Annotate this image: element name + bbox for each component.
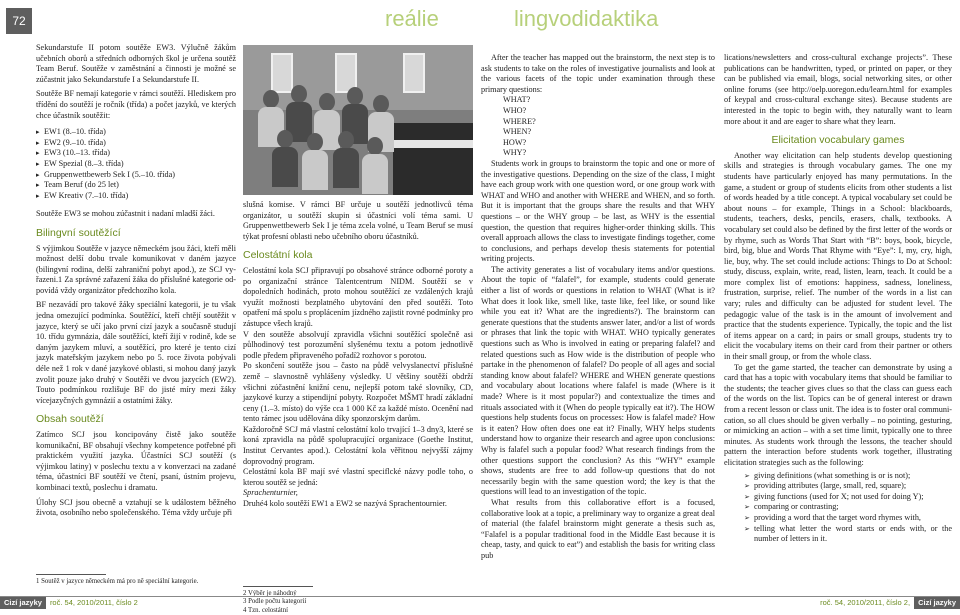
heading-content: Obsah soutěží	[36, 413, 104, 426]
paragraph: Zatímco SCJ jsou koncipovány čistě jako soutěže komunikační, BF obsahují všechny kompetence potřebné při praktickém využití jazyka. Účastníci SCJ soutěží (s výjimkou latiny) v poslechu textu a v konverzaci na zadané téma, účastníci BF soutěží ve čtení, psaní, ústním projevu, kombinaci textů, poslechu i dramatu.	[36, 430, 236, 492]
paragraph: V den soutěže absolvují zpravidla všichni soutěžící společně asi půlhodinový test porozumění slyšenému textu a potom jednotlivě podle předem připraveného pořadí2 rozhovor s porotou.	[243, 329, 473, 360]
list-item: ▸ EW Spezial (8.–3. třída)	[36, 159, 236, 170]
list-item: ▸ Gruppenwettbewerb Sek I (5.–10. třída)	[36, 170, 236, 181]
list-item: WHEN?	[503, 127, 532, 137]
photo-piano-keys	[393, 140, 473, 148]
list-item: ▸ EW2 (9.–10. třída)	[36, 138, 236, 149]
paragraph: Po skončení soutěže jsou – často na půdě velvyslanectví příslušné země – slavnostně vyhlášeny výsledky. U většiny soutěží obdrží všichni zúčastnění knižní cenu, nejlepší potom také slovníky, CD, jazykové kurzy a stipendijní pobyty. Rozpočet MŠMT hradí základní ceny (1.–3. místo) do výše cca 1 000 Kč za každé místo. Ocenění nad tento rámec jsou udělována díky sponzorským darům.	[243, 361, 473, 424]
heading-national: Celostátní kola	[243, 249, 313, 262]
group-photo	[243, 45, 473, 195]
footer-right	[480, 596, 960, 610]
footer-left	[0, 596, 480, 610]
list-item: ➢ telling what letter the word starts or ends with, or the number of letters in it.	[744, 524, 952, 545]
list-item: ➢ giving definitions (what something is or is not);	[744, 471, 952, 482]
section-title-lingvodidaktika: lingvodidaktika	[514, 6, 659, 31]
list-item: HOW?	[503, 137, 527, 147]
paragraph: Soutěže BF nemají kategorie v rámci soutěží. Hlediskem pro třídění do soutěží je ročník (třída) a počet jazyků, ve kterých chce účastník soutěžit:	[36, 89, 236, 120]
list-item: WHAT?	[503, 95, 531, 105]
footnote-text: 3 Podle počtu kategorií	[243, 598, 307, 606]
photo-person	[362, 154, 388, 194]
list-item: ➢ comparing or contrasting;	[744, 502, 952, 513]
paragraph: After the teacher has mapped out the brainstorm, the next step is to ask students to take on the roles of investigative journalists and look at the various facets of the topic under examination through these primary questions:	[481, 53, 715, 94]
paragraph: The activity generates a list of vocabulary items and/or questions. About the topic of “falafel”, for example, students could generate either a list of words or questions in relation to WHAT (What is it? What does it look like, smell like, taste like, feel like, or sound like while you eat it? What are the ingredients?). The brainstorm can generate questions that the students answer later, and/or a list of words or phrases that link the topic with WHAT. WHO typically generates questions such as Who is involved in eating or preparing falafel? and related questions such as How wide is the distribution of people who partake in the phenomenon of falafel? Do people of all ages and social standing know about falafel? WHERE and WHEN generate questions and vocabulary about locations where falafel is made (Where is it made? Where is it most popular?) and contextualize the times and rituals associated with it (When do people typically eat it?). The HOW questions help students focus on processes: How is falafel made? How is it eaten? How often does one eat it? Finally, WHY helps students understand how to organize their research and agree upon conclusions: Why is falafel such a popular food? What research findings from the other questions support the conclusion? As this “WHY” example shows, students are free to add follow-up questions that do not necessarily begin with the same question word; the key is that the questions will lead to an investigation of the topic.	[481, 264, 715, 497]
photo-person	[272, 147, 298, 187]
column-left	[36, 43, 236, 523]
list-item: ➢ giving functions (used for X; not used for doing Y);	[744, 492, 952, 503]
photo-person	[338, 131, 354, 149]
photo-piano	[393, 123, 473, 195]
journal-tag: Cizí jazyky	[914, 597, 960, 609]
paragraph: What results from this collaborative effort is a focused, collaborative look at a topic, a preliminary way to organize a great deal of material (the falafel brainstorm might generate a thesis such as, “Falafel is a popular traditional food in the Middle East because it is cheap, tasty, and quick to eat”) and establish the basis for writing class pub	[481, 497, 715, 560]
paragraph	[243, 488, 473, 499]
photo-window	[403, 53, 425, 93]
strategy-list	[744, 471, 952, 545]
paragraph: slušná komise. V rámci BF určuje u soutěží jednotlivců téma organizátor, u soutěží skupin si účastníci volí téma sami. U Gruppenwettbewerb Sek I je téma zcela volné, u Team Beruf se musí týkat profesní oblasti nebo učebního oboru účastníků.	[243, 200, 473, 241]
footnote-left	[36, 572, 236, 586]
photo-person	[277, 130, 293, 148]
photo-person	[291, 85, 307, 103]
footnote-text: 2 Výběr je náhodný	[243, 590, 297, 597]
photo-person	[347, 87, 363, 105]
journal-issue: roč. 54, 2010/2011, číslo 2,	[820, 598, 911, 607]
photo-person	[263, 90, 279, 108]
list-item: ➢ providing attributes (large, small, red, square);	[744, 481, 952, 492]
paragraph: Druhé4 kolo soutěží EW1 a EW2 se nazývá Sprachentournier.	[243, 499, 447, 509]
footnote-rule	[36, 574, 106, 575]
paragraph: Každoročně SCJ má vlastní celostátní kolo trvající 1–3 dny3, které se koná zpravidla na půdě spolupracující organizace (Goethe Institut, Institut Cervantes apod.). Celostátní kola věřitnou nejvyšší zájmy doprovodný program.	[243, 424, 473, 466]
heading-bilingual: Bilingvní soutěžící	[36, 226, 121, 239]
page-number: 72	[6, 8, 32, 34]
photo-person	[333, 148, 359, 188]
heading-games: Elicitation vocabulary games	[771, 134, 905, 147]
list-item: ➢ providing a word that the target word rhymes with,	[744, 513, 952, 524]
list-item: WHY?	[503, 148, 527, 158]
journal-issue: roč. 54, 2010/2011, číslo 2	[49, 598, 138, 607]
section-title-realie: reálie	[385, 6, 439, 31]
paragraph: Úlohy SCJ jsou obecně a vztahují se k událostem běžného života, osobního nebo společenského. Téma vždy určuje při	[36, 497, 236, 518]
footnote-rule	[243, 586, 313, 587]
photo-person	[307, 133, 323, 151]
paragraph: BF nezavádí pro takové žáky speciální kategorii, je tu však jedna omezující podmínka. Soutěžící, kteří chtějí soutěžit v jazyce, který se učí jako první cizí jazyk a současně studují 10. třídu gymnázia, dále soutěžící, kteří žijí v rodině, kde se daným jazykem mluví, a soutěžící, pro které je tento cizí jazyk mateřským jazykem nebo po 5. roce života pobývali déle než 1 rok v dané jazykové oblasti, si mohou daný jazyk zvolit pouze jako druhý v Soutěži ve dvou jazycích (EW2). Touto podmínkou rozlišuje BF do jisté míry mezi žáky vícejazyčných gymnázií a ostatními žáky.	[36, 300, 236, 405]
paragraph: Celostátní kola BF mají své vlastní speciflcké názvy podle toho, o kterou soutěž se jedná:	[243, 467, 473, 487]
journal-tag: Cizí jazyky	[0, 597, 46, 609]
column-center	[243, 200, 473, 510]
paragraph: lications/newsletters and cross-cultural exchange projects”. These publications can be handwritten, typed, or printed on paper, or they can be published via email, blogs, social networking sites, or other online forums (see http://oelp.uoregon.edu/learn.html for examples of keypal and cross-cultural exchange sites). Because students are interested in the topic to begin with, they naturally want to learn more about it and are eager to share what they learn.	[724, 53, 952, 126]
column-right-2	[724, 53, 952, 545]
paragraph: Sekundarstufe II potom soutěže EW3. Výlučně žákům učebních oborů a středních odborných škol je určena soutěž Team Beruf. Soutěže v zaměstnání a činnosti je možné se zúčastnit jako Sekundarstufe I a Sekundarstufe II.	[36, 43, 236, 84]
list-item: ▸ Team Beruf (do 25 let)	[36, 180, 236, 191]
photo-window	[271, 53, 293, 93]
list-item: ▸ EW Kreativ (7.–10. třída)	[36, 191, 236, 202]
paragraph: S výjimkou Soutěže v jazyce německém jsou žáci, kteří měli možnost delší dobu trvale komunikovat v daném jazyce (bilingvní rodina, delší zahraniční pobyt apod.), ze SCJ vyřazeni.1 Za správné zařazení žáka do příslušné kategorie odpovídá vždy organizátor předchozího kola.	[36, 243, 236, 295]
footnote-text: 1 Soutěž v jazyce německém má pro ně speciální kategorie.	[36, 578, 199, 585]
footnote-text: 4 Tzn. celostátní	[243, 606, 288, 614]
category-list	[36, 127, 236, 201]
paragraph: Students work in groups to brainstorm the topic and one or more of the investigative questions. Depending on the size of the class, I might have each group work with one question word, or one group work with WHAT and WHO and another with WHERE and WHEN, and so forth. But it is important that the groups share the results and that WHY questions – or the WHY group – be last, as WHY is the essential question, the question that requires higher-order thinking skills. This overall approach allows the class to investigate findings together, come to conclusions, and perhaps develop thesis statements for potential writing projects.	[481, 158, 715, 264]
photo-person	[319, 93, 335, 111]
column-right-1	[481, 53, 715, 562]
list-item: WHO?	[503, 105, 527, 115]
list-item: ▸ EW1 (8.–10. třída)	[36, 127, 236, 138]
paragraph: Another way elicitation can help students develop questioning skills and strategies is through vocabulary games. The one my students have particularly enjoyed has many permutations. In the game, a student or group of students elicits from other students a list of words headed by a title concept. A typical vocabulary set could be about nouns – for example, Things in a School: blackboards, students, teachers, desks, pencils, erasers, chalk, textbooks. A vocabulary set could also be defined by the first letter of the words or by rhyme, such as Words That Start with “B”: boys, book, bicycle, bird, big, blue and Words That Rhyme with “Eye”: I, my, cry, high, lie, buy, why. The set could include actions: Things to Do at School: study, discuss, explain, write, read, listen, learn, teach. It could be a more complex list of emotions: happiness, sadness, loneliness, frustration, surprise, relief. The number of the words in a list can vary; rules and difficulty can be adjusted for student level. The pedagogic value of the task is in the amount of involvement and practice that the students experience. Typically, the topic and the list of items appear on a card; in pairs or small groups, students try to elicit the vocabulary items on their card from their partner or others in their small group, or from the whole class.	[724, 150, 952, 362]
photo-person	[302, 150, 328, 190]
question-list	[503, 95, 715, 159]
list-item: ▸ EW3 (10.–13. třída)	[36, 148, 236, 159]
paragraph: To get the game started, the teacher can demonstrate by using a card that has a topic with vocabulary items that should be familiar to the students; the teacher gives clues so that the class can guess each of the words on the list. Topics can be of general interest or drawn from a recent lesson or class unit. The idea is to foster oral communication, so all clues should be given verbally – no pointing, gesturing, or mimicking an action – with a set time limit, typically one to three minutes. As students work through the lessons, the teacher should pattern the interaction before students work together, illustrating elicitation strategies such as the following:	[724, 362, 952, 467]
italic-title: Sprachenturnier,	[243, 488, 298, 498]
list-item: WHERE?	[503, 116, 536, 126]
paragraph: Soutěže EW3 se mohou zúčastnit i nadaní mladší žáci.	[36, 209, 215, 219]
paragraph: Celostátní kola SCJ připravují po obsahové stránce odborné poroty a po organizační stránce Talentcentrum NIDM. Soutěží se v dopoledních hodinách, proto mohou soutěžící ze vzdálených krajů využít možnosti bezplatného ubytování den před soutěží. Toto opatření má spolu s proplácením jízdného zajistit rovné podmínky pro zástupce všech krajů.	[243, 265, 473, 328]
photo-person	[367, 137, 383, 155]
photo-person	[373, 95, 389, 113]
